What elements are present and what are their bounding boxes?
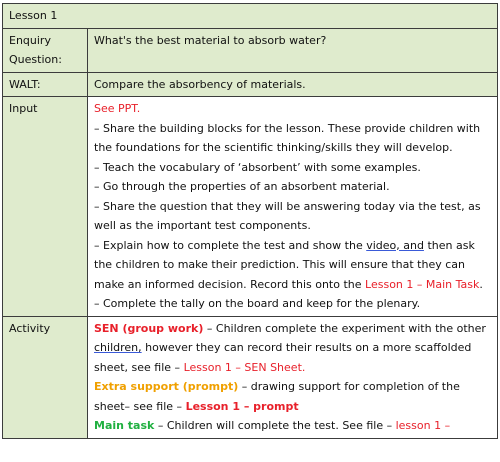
bullet-text: . <box>479 277 483 291</box>
activity-text: – drawing support for completion of the sheet– see file – <box>94 380 460 413</box>
extra-paragraph <box>94 377 491 416</box>
input-bullet <box>94 236 491 295</box>
video-link[interactable]: video, and <box>366 238 424 252</box>
input-row <box>3 97 498 317</box>
activity-content <box>88 316 498 438</box>
main-paragraph <box>94 416 491 436</box>
main-file-ref: lesson 1 – <box>395 419 451 432</box>
activity-text: however they can record their results on a more scaffolded sheet, see file – <box>94 341 472 374</box>
input-bullet: – Go through the properties of an absorbent material. <box>94 180 390 193</box>
walt-value: Compare the absorbency of materials. <box>88 72 498 97</box>
walt-label: WALT: <box>3 72 88 97</box>
sen-sheet-ref: Lesson 1 – SEN Sheet. <box>183 360 306 374</box>
extra-support-heading: Extra support (prompt) <box>94 380 239 393</box>
activity-text: – Children will complete the test. See file – <box>154 419 396 432</box>
lesson-title-row <box>3 4 498 29</box>
bullet-text: then ask the children to make their prediction. This will ensure that they can make an informed decision. Record this onto the <box>94 238 475 291</box>
enquiry-question: What's the best material to absorb water? <box>88 28 498 72</box>
input-bullet: – Teach the vocabulary of ‘absorbent’ with some examples. <box>94 160 421 174</box>
sen-heading: SEN (group work) <box>94 321 204 335</box>
lesson-title: Lesson 1 <box>3 4 498 29</box>
input-label: Input <box>3 97 88 317</box>
sen-paragraph <box>94 319 491 378</box>
main-task-heading: Main task <box>94 419 155 432</box>
input-bullet: – Complete the tally on the board and keep for the plenary. <box>94 297 421 310</box>
enquiry-label: Enquiry Question: <box>3 28 88 72</box>
activity-text: – Children complete the experiment with the other <box>203 321 486 335</box>
walt-row <box>3 72 498 97</box>
enquiry-row <box>3 28 498 72</box>
main-task-file-ref: Lesson 1 – Main Task <box>365 277 480 291</box>
activity-label: Activity <box>3 316 88 438</box>
input-content <box>88 97 498 317</box>
children-link: children, <box>94 341 142 354</box>
see-ppt: See PPT. <box>94 102 141 115</box>
lesson-table <box>2 3 498 439</box>
activity-row <box>3 316 498 438</box>
prompt-file-ref: Lesson 1 – prompt <box>185 399 299 413</box>
input-bullet: – Share the question that they will be answering today via the test, as well as the important test components. <box>94 199 481 232</box>
bullet-text: – Explain how to complete the test and show the <box>94 238 367 252</box>
input-bullet: – Share the building blocks for the lesson. These provide children with the foundations for the scientific thinking/skills they will develop. <box>94 121 481 154</box>
